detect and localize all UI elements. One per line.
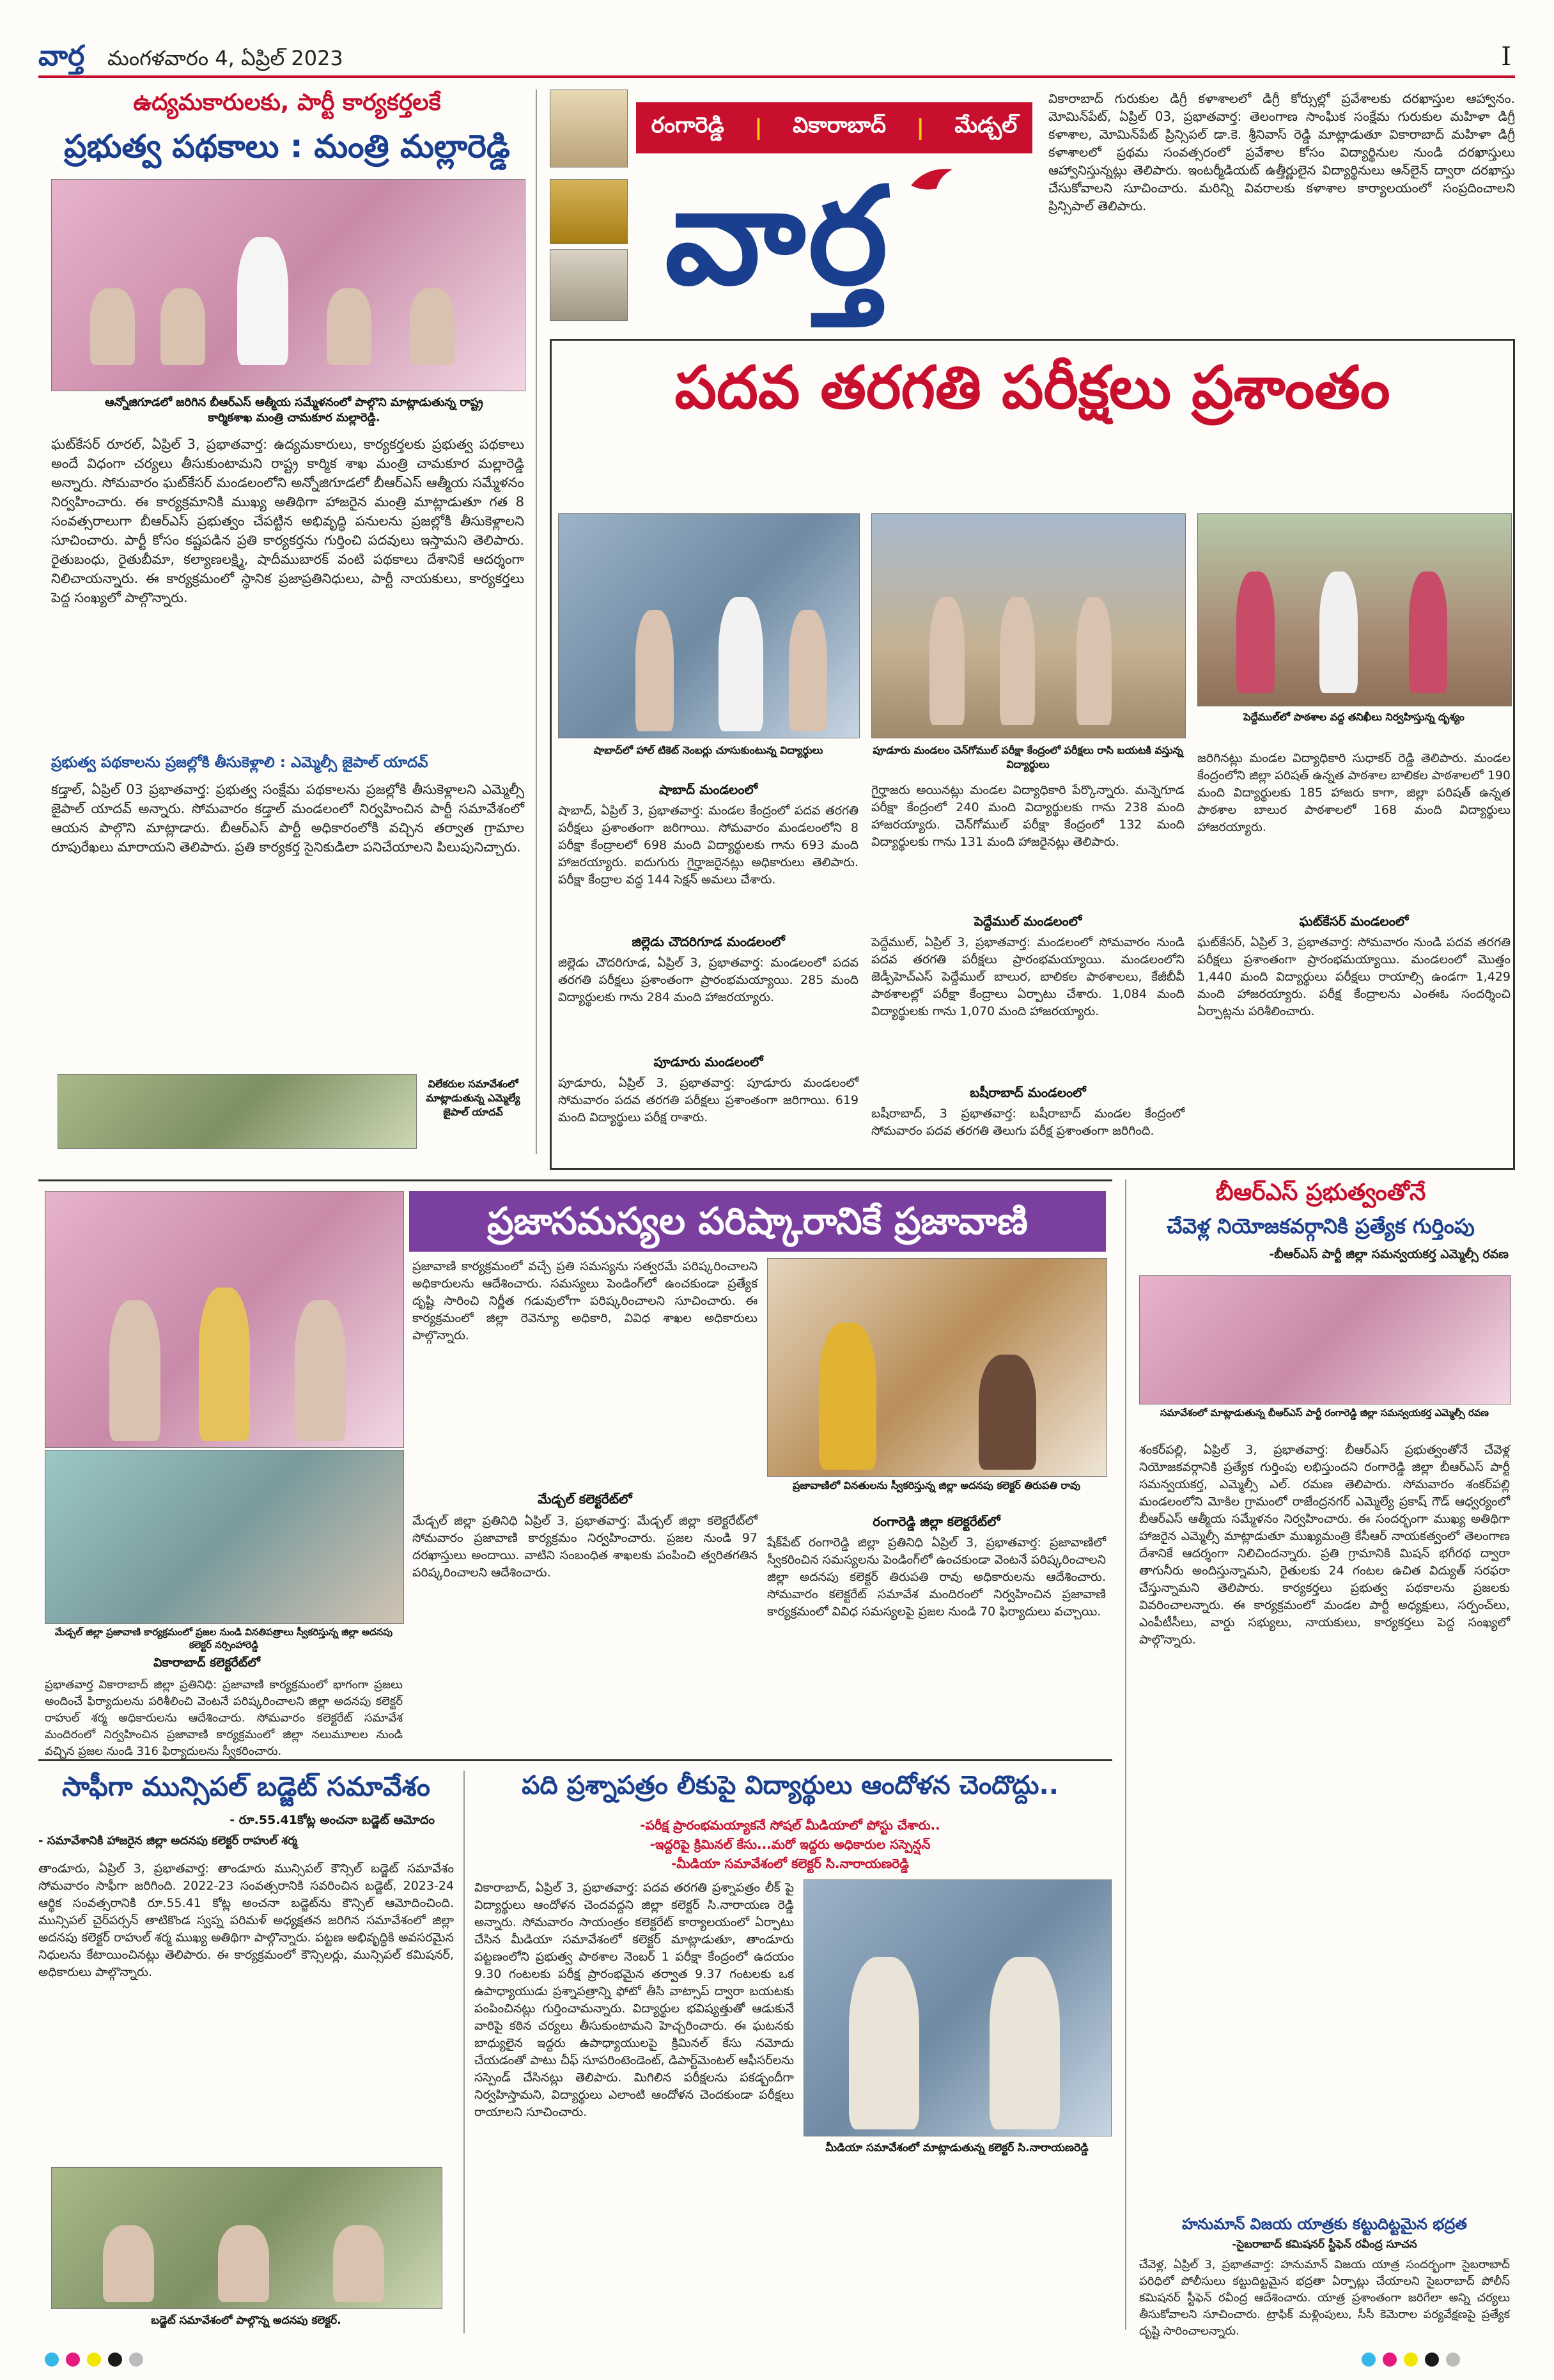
page-number: I [1501, 42, 1511, 72]
chevella-body: శంకర్‌పల్లి, ఏప్రిల్ 3, ప్రభాతవార్త: బీఆర్ఎస్ ప్రభుత్వంతోనే చేవెళ్ల నియోజకవర్గానికి ప్రత్యేక గుర్తింపు లభిస్తుందని రంగారెడ్డి జిల్లా బీఆర్ఎస్ పార్టీ సమన్వయకర్త, ఎమ్మెల్సీ ఎల్. రమణ తెలిపారు. సోమవారం శంకర్‌పల్లి మండలంలోని మోకిల గ్రామంలో రాజేంద్రనగర్ ఎమ్మెల్యే ప్రకాష్ గౌడ్ ఆధ్వర్యంలో బీఆర్ఎస్ ఆత్మీయ సమ్మేళనం నిర్వహించారు. ఈ సందర్భంగా ముఖ్య అతిథిగా హాజరైన ఎమ్మెల్సీ మాట్లాడుతూ ముఖ్యమంత్రి కేసీఆర్ నాయకత్వంలో తెలంగాణ దేశానికే ఆదర్శంగా నిలిచిందన్నారు. ప్రతి గ్రామానికి మిషన్ భగీరథ ద్వారా తాగునీరు అందిస్తున్నామని, రైతులకు 24 గంటల ఉచిత విద్యుత్ సరఫరా చేస్తున్నామని తెలిపారు. కార్యకర్తలు ప్రభుత్వ పథకాలను ప్రజలకు వివరించాలన్నారు. ఈ కార్యక్రమంలో మండల పార్టీ అధ్యక్షులు, సర్పంచ్‌లు, ఎంపీటీసీలు, వార్డు సభ్యులు, నాయకులు, కార్యకర్తలు పెద్ద సంఖ్యలో పాల్గొన్నారు. [1139, 1443, 1510, 1647]
exams-col3-body: జరిగినట్లు మండల విద్యాధికారి సుధాకర్ రెడ్డి తెలిపారు. మండల కేంద్రంలోని జిల్లా పరిషత్ ఉన్నత పాఠశాల బాలికల పాఠశాలలో 190 మంది విద్యార్థులకు 185 హాజరు కాగా, జిల్లా పరిషత్ ఉన్నత పాఠశాల బాలుర పాఠశాలలో 168 మంది విద్యార్థులు హాజరయ్యారు. [1197, 751, 1511, 834]
brand-block [550, 89, 1036, 326]
gurukul-body: వికారాబాద్ గురుకుల డిగ్రీ కళాశాలలో డిగ్రీ కోర్సుల్లో ప్రవేశాలకు దరఖాస్తుల ఆహ్వానం. మోమిన్‌పేట్, ఏప్రిల్ 03, ప్రభాతవార్త: తెలంగాణ సాంఘిక సంక్షేమ గురుకుల మహిళా డిగ్రీ కళాశాల, మోమిన్‌పేట్ ప్రిన్సిపల్ డా.కె. శ్రీనివాస్ రెడ్డి మాట్లాడుతూ వికారాబాద్ మహిళా డిగ్రీ కళాశాలలో ప్రథమ సంవత్సరంలో ప్రవేశాల కోసం విద్యార్థినుల నుండి దరఖాస్తులు ఆహ్వానిస్తున్నట్లు తెలిపారు. ఇంటర్మీడియట్ ఉత్తీర్ణులైన విద్యార్థినులు ఆన్‌లైన్ ద్వారా దరఖాస్తు చేసుకోవాలని సూచించారు. మరిన్ని వివరాలకు కళాశాల కార్యాలయంలో సంప్రదించాలని ప్రిన్సిపాల్ తెలిపారు. [1048, 91, 1515, 214]
reg-dot-black-r [1425, 2353, 1439, 2367]
leak-photo [804, 1879, 1112, 2136]
budget-headline: సాఫీగా మున్సిపల్ బడ్జెట్ సమావేశం [61, 1771, 430, 1802]
minister-body: ఘట్‌కేసర్ రూరల్, ఏప్రిల్ 3, ప్రభాతవార్త: ఉద్యమకారులు, కార్యకర్తలకు ప్రభుత్వ పథకాలు అందే విధంగా చర్యలు తీసుకుంటామని రాష్ట్ర కార్మిక శాఖ మంత్రి చామకూర మల్లారెడ్డి అన్నారు. సోమవారం ఘట్‌కేసర్ మండలంలోని అన్నోజిగూడలో బీఆర్ఎస్ ఆత్మీయ సమ్మేళనం నిర్వహించారు. ఈ కార్యక్రమానికి ముఖ్య అతిథిగా హాజరైన మంత్రి మాట్లాడుతూ గత 8 సంవత్సరాలుగా బీఆర్ఎస్ ప్రభుత్వం చేపట్టిన అభివృద్ధి పనులను ప్రజల్లోకి తీసుకెళ్లాలని సూచించారు. పార్టీ కోసం కష్టపడిన ప్రతి కార్యకర్తను గుర్తించి పదవులు ఇస్తామని తెలిపారు. రైతుబంధు, రైతుబీమా, కల్యాణలక్ష్మి, షాదీముబారక్ వంటి పథకాలు దేశానికే ఆదర్శంగా నిలిచాయన్నారు. ఈ కార్యక్రమంలో స్థానిక ప్రజాప్రతినిధులు, పార్టీ నాయకులు, కార్యకర్తలు పెద్ద సంఖ్యలో పాల్గొన్నారు. [51, 437, 524, 605]
reg-dot-black [108, 2353, 122, 2367]
mlc-photo [58, 1074, 417, 1149]
mlc-photo-caption: విలేకరుల సమావేశంలో మాట్లాడుతున్న ఎమ్మెల్యే జైపాల్ యాదవ్ [426, 1078, 520, 1118]
budget-photo [51, 2167, 442, 2309]
prajavani-photo-1 [45, 1191, 404, 1448]
exams-headline: పదవ తరగతి పరీక్షలు ప్రశాంతం [674, 354, 1390, 422]
prajavani-body-mid: ప్రజావాణి కార్యక్రమంలో వచ్చే ప్రతి సమస్యను సత్వరమే పరిష్కరించాలని అధికారులను ఆదేశించారు. సమస్యలు పెండింగ్‌లో ఉంచకుండా ప్రత్యేక దృష్టి సారించి నిర్ణీత గడువులోగా పరిష్కరించాలని సూచించారు. ఈ కార్యక్రమంలో జిల్లా రెవెన్యూ అధికారి, వివిధ శాఖల అధికారులు పాల్గొన్నారు. [412, 1259, 758, 1342]
exams-col3-heading: ఘట్‌కేసర్ మండలంలో [1299, 914, 1409, 929]
leak-headline: పది ప్రశ్నాపత్రం లీకుపై విద్యార్థులు ఆందోళన చెందొద్దు.. [522, 1771, 1059, 1800]
prajavani-body-mid-2: మేడ్చల్ జిల్లా ప్రతినిధి ఏప్రిల్ 3, ప్రభాతవార్త: మేడ్చల్ జిల్లా కలెక్టరేట్‌లో సోమవారం ప్రజావాణి కార్యక్రమం నిర్వహించారు. ప్రజల నుండి 97 దరఖాస్తులు అందాయి. వాటిని సంబంధిత శాఖలకు పంపించి త్వరితగతిన పరిష్కరించాలని ఆదేశించారు. [412, 1514, 758, 1580]
leak-article [463, 1771, 1115, 2333]
page-header [38, 38, 1515, 78]
date-line: మంగళవారం 4, ఏప్రిల్ 2023 [107, 46, 343, 70]
exams-col2-heading: పెద్దేముల్ మండలంలో [974, 914, 1082, 929]
exams-col1-heading-3: పూడూరు మండలంలో [653, 1054, 763, 1069]
dove-icon [908, 160, 959, 198]
region-medchal: మేడ్చల్ [954, 113, 1018, 138]
reg-dot-magenta [66, 2353, 80, 2367]
reg-dot-yellow [87, 2353, 101, 2367]
prajavani-photo-2 [45, 1450, 404, 1624]
leak-bullet-3: -మీడియా సమావేశంలో కలెక్టర్ సి.నారాయణరెడ్డి [671, 1856, 909, 1871]
reg-dot-grey-r [1446, 2353, 1460, 2367]
chevella-headline-1: బీఆర్ఎస్ ప్రభుత్వంతోనే [1215, 1179, 1426, 1206]
exams-col1-body-2: జిల్లెడు చౌదరిగూడ, ఏప్రిల్ 3, ప్రభాతవార్త: మండలంలో పదవ తరగతి పరీక్షలు ప్రశాంతంగా ప్రారంభమయ్యాయి. 285 మంది విద్యార్థులకు గాను 284 మంది హాజరయ్యారు. [558, 956, 859, 1004]
exams-col1-heading: షాబాద్ మండలంలో [658, 782, 758, 797]
prajavani-body-right: షేక్‌పేట్ రంగారెడ్డి జిల్లా ప్రతినిధి ఏప్రిల్ 3, ప్రభాతవార్త: ప్రజావాణిలో స్వీకరించిన సమస్యలను పెండింగ్‌లో ఉంచకుండా వెంటనే పరిష్కరించాలని జిల్లా అదనపు కలెక్టర్ తిరుపతి రావు అధికారులను ఆదేశించారు. సోమవారం కలెక్టరేట్ సమావేశ మందిరంలో నిర్వహించిన ప్రజావాణి కార్యక్రమంలో వివిధ సమస్యలపై ప్రజల నుండి 70 ఫిర్యాదులు వచ్చాయి. [767, 1536, 1106, 1619]
prajavani-headline: ప్రజాసమస్యల పరిష్కారానికే ప్రజావాణి [487, 1199, 1028, 1243]
leak-bullet-2: -ఇద్దరిపై క్రిమినల్ కేసు...మరో ఇద్దరు అధికారుల సస్పెన్షన్ [649, 1837, 931, 1852]
chevella-caption: సమావేశంలో మాట్లాడుతున్న బీఆర్ఎస్ పార్టీ రంగారెడ్డి జిల్లా సమన్వయకర్త ఎమ్మెల్సీ రవణ [1160, 1407, 1489, 1419]
chevella-subhead-2: హనుమాన్ విజయ యాత్రకు కట్టుదిట్టమైన భద్రత [1182, 2215, 1467, 2233]
exams-col2-heading-2: బషీరాబాద్ మండలంలో [970, 1085, 1086, 1100]
minister-body-2: కడ్తాల్, ఏప్రిల్ 03 ప్రభాతవార్త: ప్రభుత్వ సంక్షేమ పథకాలను ప్రజల్లోకి తీసుకెళ్లాలని ఎమ్మెల్సీ జైపాల్ యాదవ్ అన్నారు. సోమవారం కడ్తాల్ మండలంలో నిర్వహించిన పార్టీ సమావేశంలో ఆయన పాల్గొని మాట్లాడారు. బీఆర్ఎస్ పార్టీ అధికారంలోకి వచ్చిన తర్వాత గ్రామాల రూపురేఖలు మారాయని తెలిపారు. ప్రతి కార్యకర్త సైనికుడిలా పనిచేయాలని పిలుపునిచ్చారు. [51, 782, 524, 855]
prajavani-body-left: ప్రభాతవార్త వికారాబాద్ జిల్లా ప్రతినిధి: ప్రజావాణి కార్యక్రమంలో భాగంగా ప్రజలు అందించే ఫిర్యాదులను పరిశీలించి వెంటనే పరిష్కరించాలని జిల్లా అదనపు కలెక్టర్ రాహుల్ శర్మ అధికారులను ఆదేశించారు. సోమవారం కలెక్టరేట్ సమావేశ మందిరంలో నిర్వహించిన ప్రజావాణి కార్యక్రమంలో జిల్లా నలుమూలల నుండి వచ్చిన ప్రజల నుండి 316 ఫిర్యాదులను స్వీకరించారు. [45, 1678, 403, 1758]
exams-box [550, 339, 1515, 1170]
exams-photo-2-caption: పూడూరు మండలం చెన్‌గోముల్ పరీక్షా కేంద్రంలో పరీక్షలు రాసి బయటకి వస్తున్న విద్యార్థులు [873, 744, 1183, 770]
exams-photo-3-caption: పెద్దేముల్‌లో పాఠశాల వద్ద తనిఖీలు నిర్వహిస్తున్న దృశ్యం [1243, 711, 1465, 723]
prajavani-subhead-right: రంగారెడ్డి జిల్లా కలెక్టరేట్‌లో [873, 1514, 1000, 1529]
minister-article [38, 89, 537, 1154]
prajavani-article [38, 1179, 1112, 1761]
prajavani-caption-2: ప్రజావాణిలో వినతులను స్వీకరిస్తున్న జిల్లా అదనపు కలెక్టర్ తిరుపతి రావు [793, 1479, 1080, 1491]
minister-subhead: ప్రభుత్వ పథకాలను ప్రజల్లోకి తీసుకెళ్లాలి : ఎమ్మెల్సీ జైపాల్ యాదవ్ [51, 754, 428, 771]
region-rangareddy: రంగారెడ్డి [651, 113, 724, 138]
leak-caption: మీడియా సమావేశంలో మాట్లాడుతున్న కలెక్టర్ సి.నారాయణరెడ్డి [825, 2142, 1089, 2154]
chevella-photo [1139, 1275, 1511, 1404]
leak-bullet-1: -పరీక్ష ప్రారంభమయ్యాకనే సోషల్ మీడియాలో పోస్టు చేశారు.. [640, 1817, 940, 1833]
exams-col2-body-3: బషీరాబాద్, 3 ప్రభాతవార్త: బషీరాబాద్ మండల కేంద్రంలో సోమవారం పదవ తరగతి తెలుగు పరీక్ష ప్రశాంతంగా జరిగింది. [871, 1107, 1185, 1138]
exams-col2-body: గైర్హాజరు అయినట్లు మండల విద్యాధికారి పేర్కొన్నారు. మన్నెగూడ పరీక్షా కేంద్రంలో 240 మంది విద్యార్థులకు గాను 238 మంది హాజరయ్యారు. చెన్‌గోముల్ పరీక్షా కేంద్రంలో 132 మంది విద్యార్థులకు గాను 131 మంది హాజరైనట్లు తెలిపారు. [871, 783, 1185, 849]
registration-marks-right [1362, 2353, 1528, 2369]
exams-col1-heading-2: జిల్లెడు చౌదరిగూడ మండలంలో [632, 934, 785, 949]
region-vikarabad: వికారాబాద్ [793, 113, 887, 138]
exams-photo-1 [558, 513, 860, 738]
budget-article [38, 1771, 454, 2333]
chevella-byline: -బీఆర్ఎస్ పార్టీ జిల్లా సమన్వయకర్త ఎమ్మెల్సీ రవణ [1269, 1247, 1509, 1261]
budget-body: తాండూరు, ఏప్రిల్ 3, ప్రభాతవార్త: తాండూరు మున్సిపల్ కౌన్సిల్ బడ్జెట్ సమావేశం సోమవారం సాఫీగా జరిగింది. 2022-23 సంవత్సరానికి సవరించిన బడ్జెట్, 2023-24 ఆర్థిక సంవత్సరానికి రూ.55.41 కోట్ల అంచనా బడ్జెట్‌ను కౌన్సిల్ ఆమోదించింది. మున్సిపల్ చైర్‌పర్సన్ తాటికొండ స్వప్న పరిమళ్ అధ్యక్షతన జరిగిన సమావేశంలో జిల్లా అదనపు కలెక్టర్ రాహుల్ శర్మ ముఖ్య అతిథిగా పాల్గొన్నారు. పట్టణ అభివృద్ధికి అవసరమైన నిధులను కేటాయించినట్లు తెలిపారు. ఈ కార్యక్రమంలో కౌన్సిలర్లు, మున్సిపల్ కమిషనర్, అధికారులు పాల్గొన్నారు. [38, 1862, 454, 1979]
chevella-headline-2: చేవెళ్ల నియోజకవర్గానికి ప్రత్యేక గుర్తింపు [1167, 1214, 1475, 1238]
temple-image [550, 89, 628, 167]
exams-col1-body: షాబాద్, ఏప్రిల్ 3, ప్రభాతవార్త: మండల కేంద్రంలో పదవ తరగతి పరీక్షలు ప్రశాంతంగా జరిగాయి. సోమవారం మండలంలోని 8 పరీక్షా కేంద్రాలలో 698 మంది విద్యార్థులకు గాను 693 మంది హాజరయ్యారు. ఐదుగురు గైర్హాజరైనట్లు అధికారులు తెలిపారు. పరీక్షా కేంద్రాల వద్ద 144 సెక్షన్ అమలు చేశారు. [558, 804, 859, 887]
reg-dot-cyan [45, 2353, 59, 2367]
prajavani-photo-3 [767, 1258, 1107, 1477]
prajavani-caption-1: మేడ్చల్ జిల్లా ప్రజావాణి కార్యక్రమంలో ప్రజల నుండి వినతిపత్రాలు స్వీకరిస్తున్న జిల్లా అదనపు కలెక్టర్ నర్సింహారెడ్డి [54, 1626, 393, 1651]
exams-col3-body-2: ఘట్‌కేసర్, ఏప్రిల్ 3, ప్రభాతవార్త: సోమవారం నుండి పదవ తరగతి పరీక్షలు ప్రశాంతంగా ప్రారంభమయ్యాయి. మండలంలో మొత్తం 1,440 మంది విద్యార్థులు పరీక్షలు రాయాల్సి ఉండగా 1,429 మంది హాజరయ్యారు. పరీక్ష కేంద్రాలను ఎంఈఓ సందర్శించి ఏర్పాట్లను పరిశీలించారు. [1197, 935, 1511, 1018]
reg-dot-grey [129, 2353, 143, 2367]
reg-dot-cyan-r [1362, 2353, 1376, 2367]
chevella-article [1125, 1179, 1515, 2338]
exams-col2-body-2: పెద్దేముల్, ఏప్రిల్ 3, ప్రభాతవార్త: మండలంలో సోమవారం నుండి పదవ తరగతి పరీక్షలు ప్రారంభమయ్యాయి. మండలంలోని జెడ్పీహెచ్ఎస్ పెద్దేముల్ బాలుర, బాలికల పాఠశాలలు, కేజీబీవీ పాఠశాలల్లో పరీక్షా కేంద్రాలు ఏర్పాటు చేశారు. 1,084 మంది విద్యార్థులకు గాను 1,070 మంది హాజరయ్యారు. [871, 935, 1185, 1018]
budget-byline: - రూ.55.41కోట్ల అంచనా బడ్జెట్ ఆమోదం [229, 1813, 435, 1827]
masthead-small: వార్త [38, 40, 85, 72]
budget-caption: బడ్జెట్ సమావేశంలో పాల్గొన్న అదనపు కలెక్టర్. [151, 2314, 341, 2327]
vaartha-logo: వార్త [665, 158, 890, 315]
prajavani-subhead-mid: మేడ్చల్ కలెక్టరేట్‌లో [538, 1491, 632, 1507]
prajavani-subhead-left: వికారాబాద్ కలెక్టరేట్‌లో [153, 1656, 260, 1670]
minister-photo [51, 179, 525, 391]
leak-bullets [465, 1816, 1115, 1873]
exams-photo-1-caption: షాబాద్‌లో హాల్ టికెట్ నెంబర్లు చూసుకుంటున్న విద్యార్థులు [593, 744, 823, 756]
prajavani-banner [409, 1191, 1106, 1252]
registration-marks-left [45, 2353, 237, 2369]
minister-photo-caption: ఆన్నోజిగూడలో జరిగిన బీఆర్ఎస్ ఆత్మీయ సమ్మేళనంలో పాల్గొని మాట్లాడుతున్న రాష్ట్ర కార్మికశాఖ మంత్రి చామకూర మల్లారెడ్డి. [105, 396, 483, 424]
exams-photo-2 [871, 513, 1186, 738]
leak-body: వికారాబాద్, ఏప్రిల్ 3, ప్రభాతవార్త: పదవ తరగతి ప్రశ్నాపత్రం లీక్ పై విద్యార్థులు ఆందోళన చెందవద్దని జిల్లా కలెక్టర్ సి.నారాయణ రెడ్డి అన్నారు. సోమవారం సాయంత్రం కలెక్టరేట్ కార్యాలయంలో ఏర్పాటు చేసిన మీడియా సమావేశంలో కలెక్టర్ మాట్లాడుతూ, తాండూరు పట్టణంలోని ప్రభుత్వ పాఠశాల నెంబర్ 1 పరీక్షా కేంద్రంలో ఉదయం 9.30 గంటలకు పరీక్ష ప్రారంభమైన తర్వాత 9.37 గంటలకు ఒక ఉపాధ్యాయుడు ప్రశ్నాపత్రాన్ని ఫోటో తీసి వాట్సాప్ ద్వారా బయటకు పంపించినట్లు గుర్తించామన్నారు. విద్యార్థుల భవిష్యత్తుతో ఆడుకునే వారిపై కఠిన చర్యలు తీసుకుంటామని హెచ్చరించారు. ఈ ఘటనకు బాధ్యులైన ఇద్దరు ఉపాధ్యాయులపై క్రిమినల్ కేసు నమోదు చేయడంతో పాటు చీఫ్ సూపరింటెండెంట్, డిపార్ట్‌మెంటల్ ఆఫీసర్‌లను సస్పెండ్ చేసినట్లు తెలిపారు. మిగిలిన పరీక్షలను పకడ్బందీగా నిర్వహిస్తామని, విద్యార్థులు ఎలాంటి ఆందోళన చెందకుండా పరీక్షలు రాయాలని సూచించారు. [474, 1881, 794, 2119]
budget-byline-2: - సమావేశానికి హాజరైన జిల్లా అదనపు కలెక్టర్ రాహుల్ శర్మ [38, 1834, 297, 1847]
minister-headline: ప్రభుత్వ పథకాలు : మంత్రి మల్లారెడ్డి [64, 128, 510, 165]
gurukul-article [1048, 89, 1515, 326]
reg-dot-magenta-r [1383, 2353, 1397, 2367]
exams-col1-body-3: పూడూరు, ఏప్రిల్ 3, ప్రభాతవార్త: పూడూరు మండలంలో సోమవారం పదవ తరగతి పరీక్షలు ప్రశాంతంగా జరిగాయి. 619 మంది విద్యార్థులు పరీక్ష రాశారు. [558, 1076, 859, 1124]
pot-image [550, 179, 628, 244]
chevella-byline-2: -సైబరాబాద్ కమిషనర్ స్టీఫెన్ రవీంద్ర సూచన [1232, 2238, 1417, 2251]
monument-image [550, 249, 628, 321]
chevella-body-2: చేవెళ్ల, ఏప్రిల్ 3, ప్రభాతవార్త: హనుమాన్ విజయ యాత్ర సందర్భంగా సైబరాబాద్ పరిధిలో పోలీసులు కట్టుదిట్టమైన భద్రతా ఏర్పాట్లు చేయాలని సైబరాబాద్ పోలీస్ కమిషనర్ స్టీఫెన్ రవీంద్ర ఆదేశించారు. యాత్ర ప్రశాంతంగా జరిగేలా అన్ని చర్యలు తీసుకోవాలని సూచించారు. ట్రాఫిక్ మళ్లింపులు, సీసీ కెమెరాల పర్యవేక్షణపై ప్రత్యేక దృష్టి సారించాలన్నారు. [1139, 2258, 1510, 2338]
exams-photo-3 [1197, 513, 1512, 706]
reg-dot-yellow-r [1404, 2353, 1418, 2367]
minister-kicker: ఉద్యమకారులకు, పార్టీ కార్యకర్తలకే [133, 89, 441, 116]
region-bar: రంగారెడ్డి | వికారాబాద్ | మేడ్చల్ [636, 102, 1032, 153]
